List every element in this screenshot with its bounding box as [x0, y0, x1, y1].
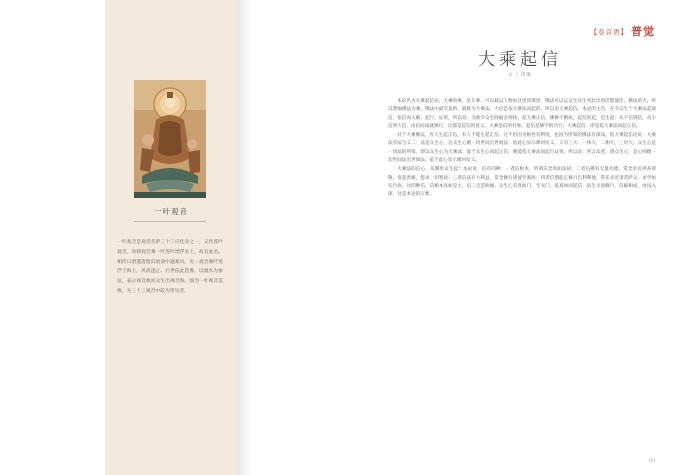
article-body [388, 98, 656, 201]
column-tag: 【卷首语】 [590, 27, 628, 36]
article-paragraph: 对于大乘佛法，有人生起正信，有人不能生起正信。这不但因为根性有利钝，也因为所知的佛法有深浅。依大乘起信论说：大乘法有法与义二：法是众生心，这众生心摄一切世间出世间法；依此心显示摩诃衍义。义有三大：一体大，二相大，三用大。众生心是一切法的所依，即以众生心为大乘法；能于众生心而起正信，便能依大乘法而起行证果。所以说：所言法者，谓众生心，是心则摄一切世间法出世间法。依于此心显示摩诃衍义。 [388, 133, 656, 164]
caption-divider [134, 221, 206, 222]
guanyin-painting [134, 80, 206, 198]
guanyin-image [134, 80, 206, 198]
article-title: 大乘起信 [478, 50, 562, 70]
article-paragraph: 本论名为大乘起信论。大乘的乘，是车乘，可以载运人物由这里到那里；佛法可以运众生从生死此岸到涅槃彼岸，佛法的大，所以譬喻佛法为乘。佛法中最究竟的，就称为大乘法。大信是依大乘法而起的，所以说大乘起信。本论的主旨，在令众生于大乘法起深信，依信而入解、起行、证果，所以说：为欲令众生除疑舍邪执，起大乘正信，佛种不断故。起信的起，是生起；从不信到信，从小信到大信，由信而成就修行，这都是起信的意义。大乘是信的对象，起信是修学的功行；大乘起信，即是依大乘法而起正信。 [388, 99, 656, 129]
sidebar-text: 一叶观音是观音菩萨三十三应化身之一，又作莲叶观音。南朝观音乘一叶莲叶漂浮水上，故有此名。相传日僧遣唐使归国途中遇暴风，见一观音乘叶莲浮于海上，风浪遂止。后世依此造像，以渡水为象征，表示观音救度众生出离苦海。图为一叶观音造像，为三十三观音中较为常见者。 [117, 240, 223, 294]
page-fold [237, 0, 251, 475]
brand-logo: 普觉 [631, 25, 655, 38]
image-caption: 一叶观音 [154, 207, 188, 216]
article-paragraph: 大乘法的信心，从哪里去生起？本论说：信有四种：一者信根本，所谓乐念真如法故；二者信佛有无量功德，常念亲近供养恭敬，发起善根，愿求一切智故；三者信法有大利益，常念修行诸波罗蜜故；四者信僧能正修行自利利他，常乐亲近诸菩萨众，求学如实行故。这四种信，信根本真如是主，信三宝是助缘。众生心有真如门、生灭门，依真如而起信，依生灭而修行，信解相成，由浅入深，这是本论的宗要。 [388, 167, 656, 198]
article-byline: 文 / 印顺 [508, 73, 532, 78]
page-number: 03 [649, 458, 656, 464]
column-header [591, 24, 656, 38]
